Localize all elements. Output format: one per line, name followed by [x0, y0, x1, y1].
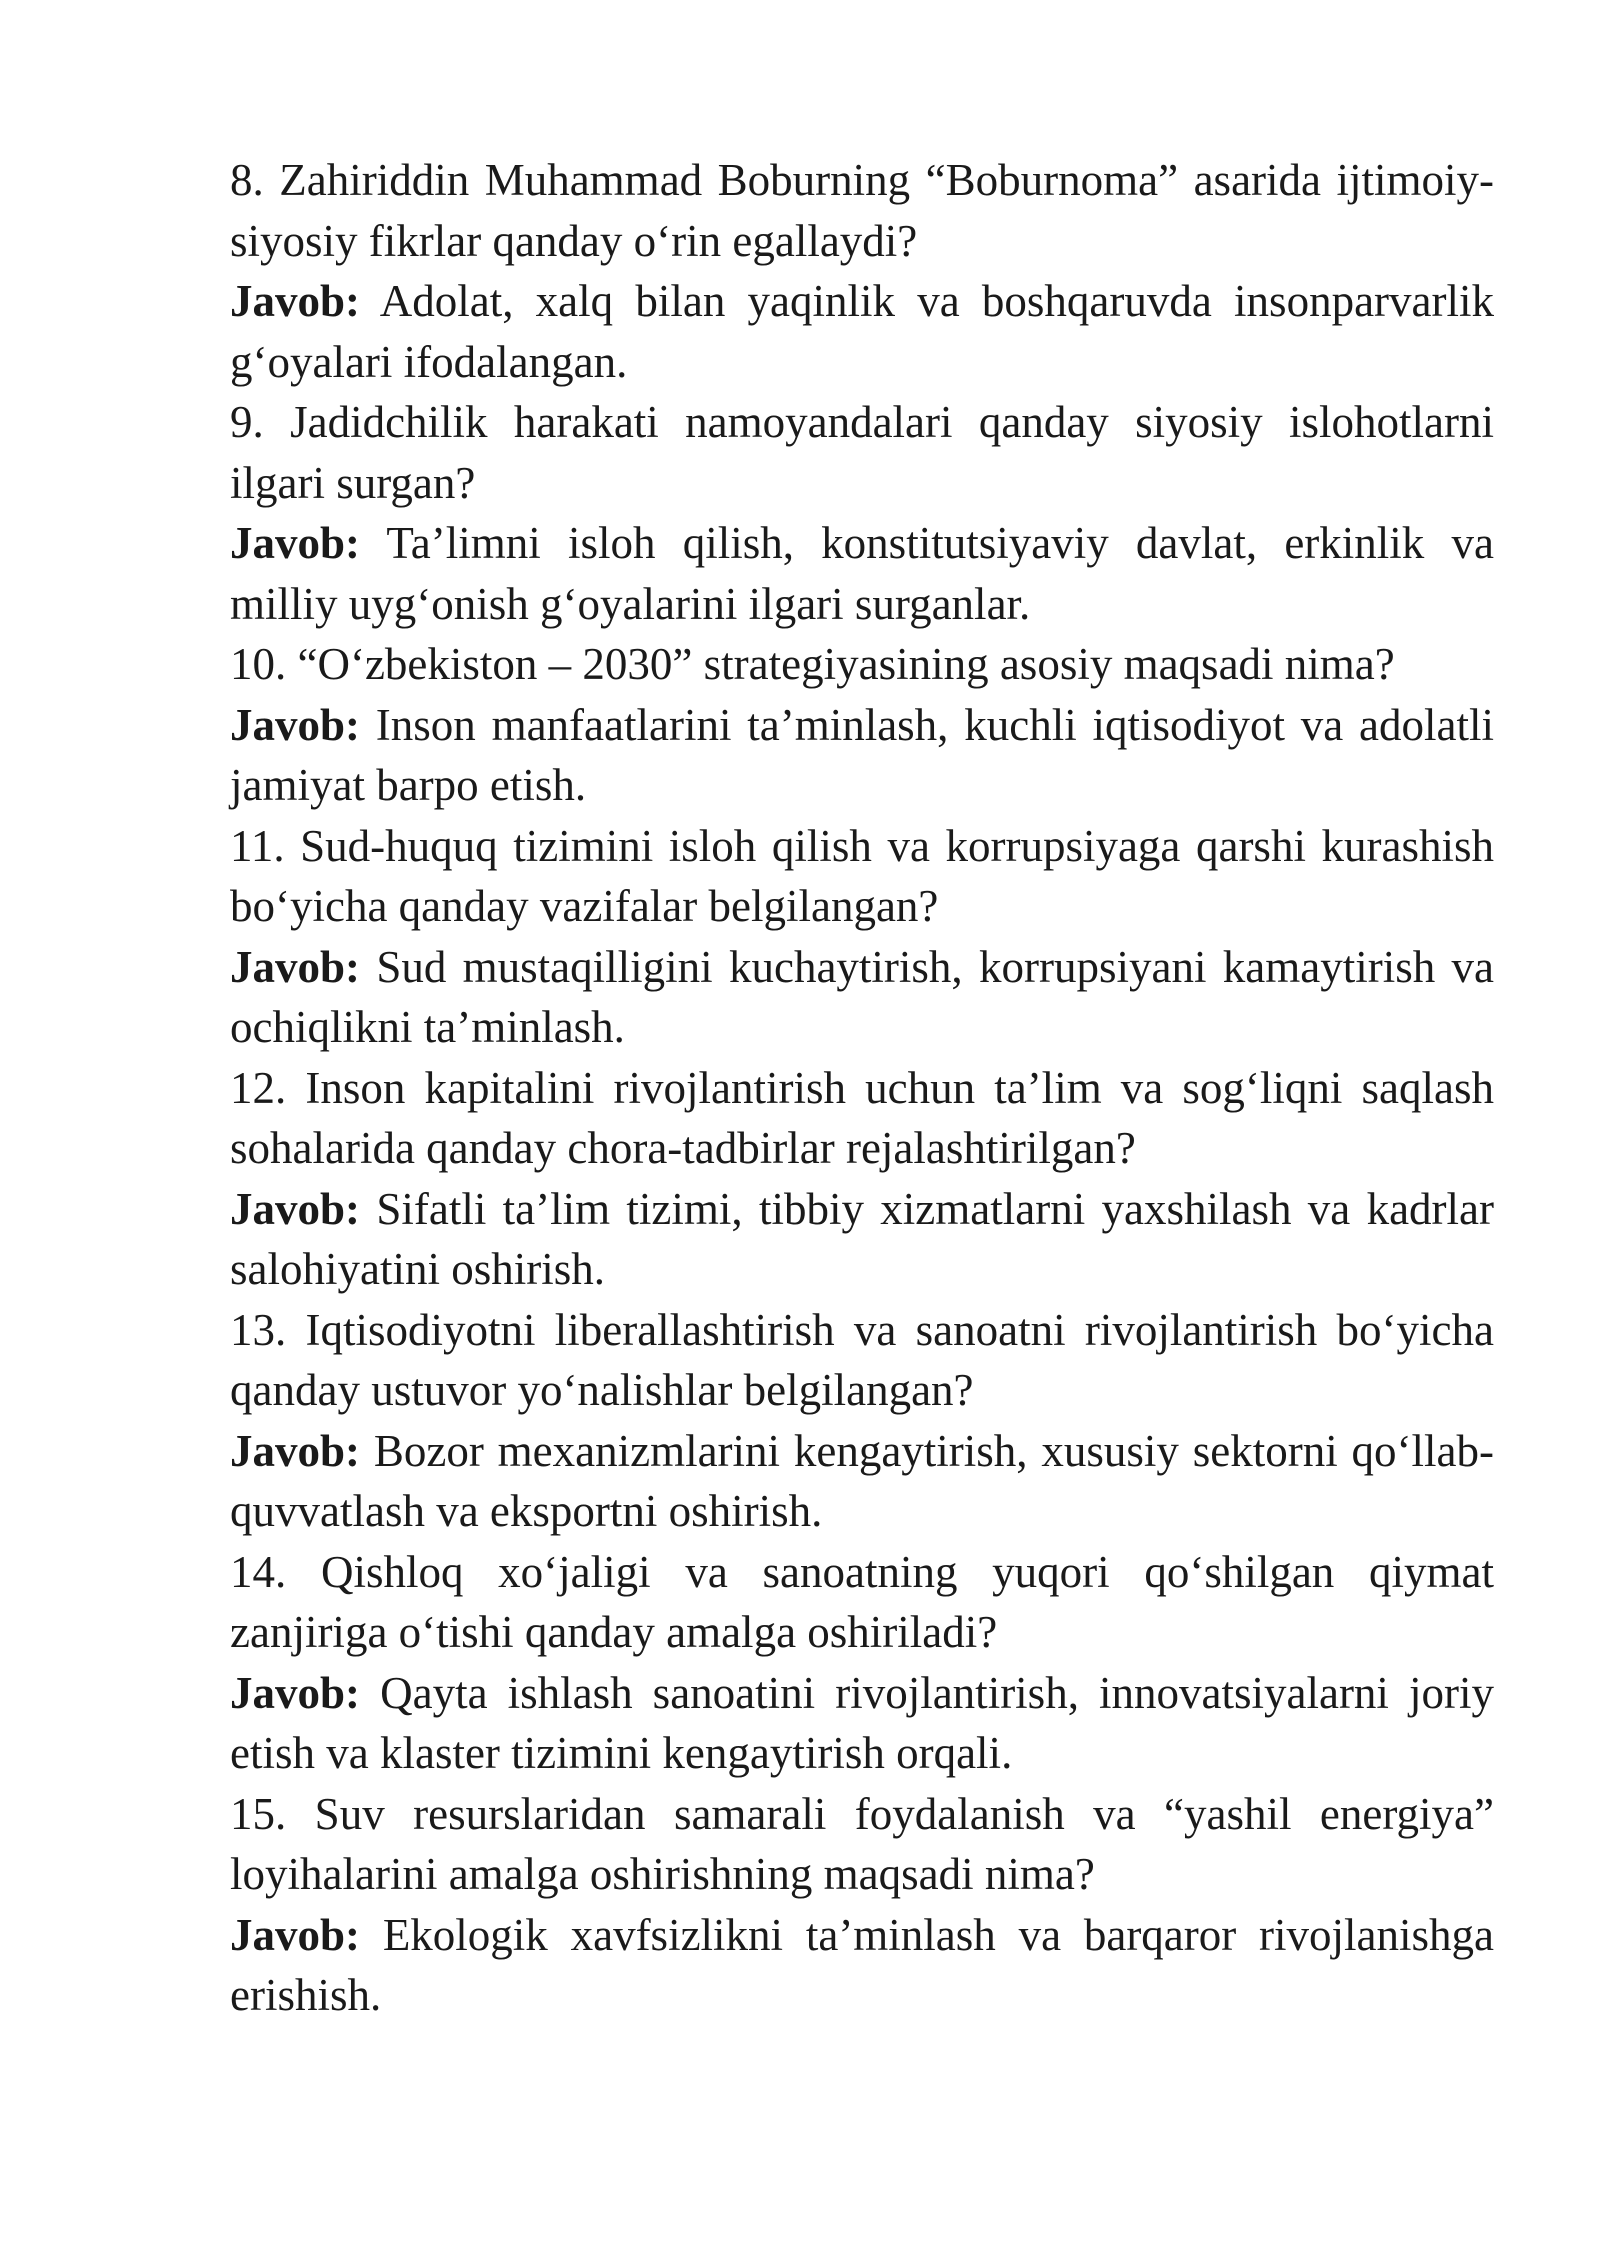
answer-text [230, 513, 1494, 634]
answer-body: Sifatli ta’lim tizimi, tibbiy xizmatlarni yaxshilash va kadrlar salohiyatini oshirish. [230, 1183, 1494, 1294]
document-page [230, 150, 1494, 2026]
question-text: 12. Inson kapitalini rivojlantirish uchun ta’lim va sog‘liqni saqlash sohalarida qanday chora-tadbirlar rejalashtirilgan? [230, 1062, 1494, 1173]
answer-label: Javob: [230, 276, 361, 326]
answer-label: Javob: [230, 1425, 361, 1476]
question-text: 14. Qishloq xo‘jaligi va sanoatning yuqori qo‘shilgan qiymat zanjiriga o‘tishi qanday amalga oshiriladi? [230, 1546, 1494, 1657]
answer-label: Javob: [230, 518, 361, 568]
answer-text [230, 271, 1494, 392]
qa-item-15 [230, 1784, 1494, 2026]
question-text: 13. Iqtisodiyotni liberallashtirish va sanoatni rivojlantirish bo‘yicha qanday ustuvor yo‘nalishlar belgilangan? [230, 1304, 1494, 1415]
question-text: 11. Sud-huquq tizimini isloh qilish va korrupsiyaga qarshi kurashish bo‘yicha qanday vazifalar belgilangan? [230, 820, 1494, 931]
qa-item-11 [230, 816, 1494, 1058]
answer-label: Javob: [230, 1909, 361, 1960]
question-text: 10. “O‘zbekiston – 2030” strategiyasining asosiy maqsadi nima? [230, 639, 1395, 689]
qa-item-12 [230, 1058, 1494, 1300]
answer-label: Javob: [230, 941, 361, 992]
answer-body: Qayta ishlash sanoatini rivojlantirish, innovatsiyalarni joriy etish va klaster tizimini kengaytirish orqali. [230, 1667, 1494, 1778]
qa-item-10 [230, 634, 1494, 816]
answer-body: Adolat, xalq bilan yaqinlik va boshqaruvda insonparvarlik g‘oyalari ifodalangan. [230, 276, 1494, 387]
answer-label: Javob: [230, 1667, 361, 1718]
answer-body: Ekologik xavfsizlikni ta’minlash va barqaror rivojlanishga erishish. [230, 1909, 1494, 2020]
answer-text [230, 695, 1494, 816]
answer-text [230, 1179, 1494, 1300]
qa-item-9 [230, 392, 1494, 634]
question-text: 15. Suv resurslaridan samarali foydalanish va “yashil energiya” loyihalarini amalga oshirishning maqsadi nima? [230, 1788, 1494, 1899]
question-text: 9. Jadidchilik harakati namoyandalari qanday siyosiy islohotlarni ilgari surgan? [230, 397, 1494, 508]
answer-text [230, 937, 1494, 1058]
answer-body: Inson manfaatlarini ta’minlash, kuchli iqtisodiyot va adolatli jamiyat barpo etish. [230, 699, 1494, 810]
qa-item-14 [230, 1542, 1494, 1784]
answer-text [230, 1421, 1494, 1542]
qa-item-8 [230, 150, 1494, 392]
answer-body: Sud mustaqilligini kuchaytirish, korrupsiyani kamaytirish va ochiqlikni ta’minlash. [230, 941, 1494, 1052]
answer-text [230, 1905, 1494, 2026]
answer-label: Javob: [230, 699, 361, 750]
answer-text [230, 1663, 1494, 1784]
qa-item-13 [230, 1300, 1494, 1542]
answer-body: Ta’limni isloh qilish, konstitutsiyaviy davlat, erkinlik va milliy uyg‘onish g‘oyalarini ilgari surganlar. [230, 518, 1494, 629]
answer-body: Bozor mexanizmlarini kengaytirish, xususiy sektorni qo‘llab-quvvatlash va eksportni oshirish. [230, 1425, 1494, 1536]
question-text: 8. Zahiriddin Muhammad Boburning “Boburnoma” asarida ijtimoiy-siyosiy fikrlar qanday o‘rin egallaydi? [230, 155, 1494, 266]
answer-label: Javob: [230, 1183, 361, 1234]
